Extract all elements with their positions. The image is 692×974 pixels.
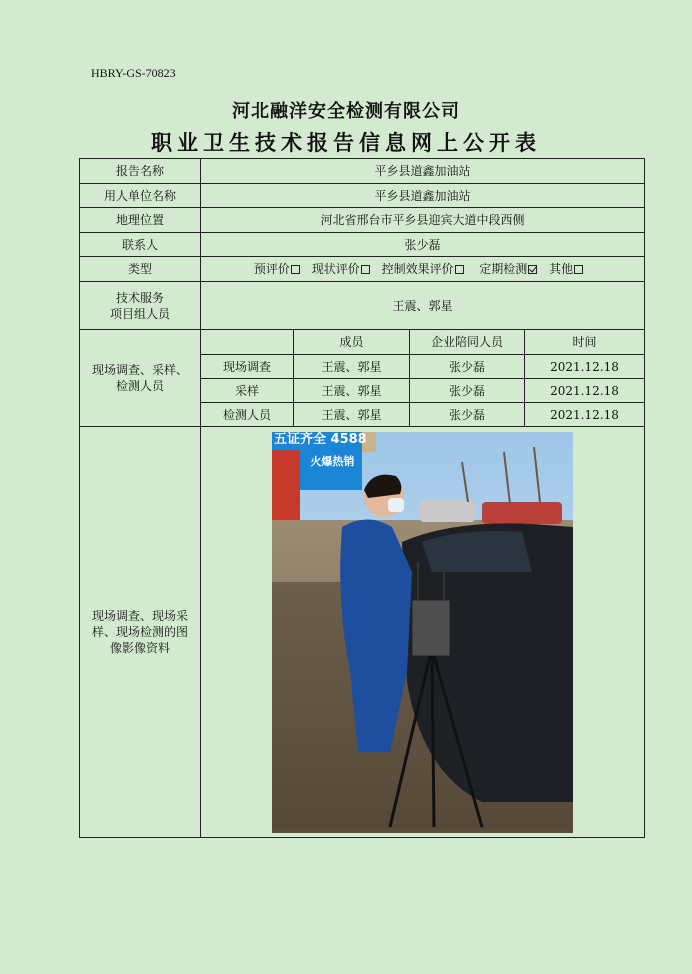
report-name-label: 报告名称 xyxy=(80,159,201,184)
sampling-instrument xyxy=(412,600,450,656)
disclosure-table xyxy=(79,158,645,838)
survey-date: 2021.12.18 xyxy=(525,403,645,427)
survey-escort: 张少磊 xyxy=(410,403,525,427)
survey-activity: 采样 xyxy=(201,379,294,403)
employer-label: 用人单位名称 xyxy=(80,184,201,208)
survey-header-date: 时间 xyxy=(525,330,645,355)
row-location xyxy=(80,208,645,233)
row-team xyxy=(80,282,645,330)
background-car xyxy=(420,500,475,522)
photo-bottom xyxy=(272,830,573,833)
survey-header-members: 成员 xyxy=(294,330,410,355)
survey-members: 王震、郭星 xyxy=(294,379,410,403)
survey-date: 2021.12.18 xyxy=(525,355,645,379)
checkbox-periodic-test[interactable] xyxy=(528,265,537,274)
survey-label-line2: 检测人员 xyxy=(115,379,164,393)
row-employer xyxy=(80,184,645,208)
background-car-red xyxy=(482,502,562,524)
images-label xyxy=(80,427,201,838)
survey-header-row xyxy=(80,330,645,355)
site-photo xyxy=(272,432,573,833)
team-label xyxy=(80,282,201,330)
type-option-control-eval: 控制效果评价 xyxy=(382,262,472,276)
report-name-value: 平乡县道鑫加油站 xyxy=(201,159,645,184)
survey-label xyxy=(80,330,201,427)
checkbox-pre-eval[interactable] xyxy=(291,265,300,274)
checkbox-status-eval[interactable] xyxy=(361,265,370,274)
team-value: 王震、郭星 xyxy=(201,282,645,330)
row-images xyxy=(80,427,645,838)
page-title: 职业卫生技术报告信息网上公开表 xyxy=(151,130,541,155)
site-photo-illustration xyxy=(272,432,573,833)
survey-activity: 检测人员 xyxy=(201,403,294,427)
images-label-line2: 样、现场检测的图 xyxy=(91,625,188,639)
document-code: HBRY-GS-70823 xyxy=(91,66,176,80)
checkbox-other[interactable] xyxy=(574,265,583,274)
location-label: 地理位置 xyxy=(80,208,201,233)
car-window xyxy=(422,531,532,572)
survey-escort: 张少磊 xyxy=(410,379,525,403)
survey-escort: 张少磊 xyxy=(410,355,525,379)
location-value: 河北省邢台市平乡县迎宾大道中段西侧 xyxy=(201,208,645,233)
billboard-text: 五证齐全 4588 火爆热销 xyxy=(274,431,367,468)
type-option-pre-eval: 预评价 xyxy=(254,262,308,276)
row-type xyxy=(80,257,645,282)
survey-header-blank xyxy=(201,330,294,355)
type-option-periodic-test: 定期检测 xyxy=(475,262,545,276)
type-option-status-eval: 现状评价 xyxy=(312,262,378,276)
checkbox-control-eval[interactable] xyxy=(455,265,464,274)
survey-date: 2021.12.18 xyxy=(525,379,645,403)
images-label-line3: 像影像资料 xyxy=(109,641,170,655)
survey-members: 王震、郭星 xyxy=(294,403,410,427)
type-label: 类型 xyxy=(80,257,201,282)
team-label-line1: 技术服务 xyxy=(115,290,164,305)
contact-label: 联系人 xyxy=(80,233,201,257)
row-report-name xyxy=(80,159,645,184)
company-name: 河北融洋安全检测有限公司 xyxy=(232,101,460,122)
row-contact xyxy=(80,233,645,257)
type-options xyxy=(201,257,645,282)
type-option-other: 其他 xyxy=(549,262,591,276)
employer-value: 平乡县道鑫加油站 xyxy=(201,184,645,208)
survey-label-line1: 现场调查、采样、 xyxy=(91,363,188,377)
images-cell xyxy=(201,427,645,838)
face-mask xyxy=(388,498,404,512)
contact-value: 张少磊 xyxy=(201,233,645,257)
survey-header-escort: 企业陪同人员 xyxy=(410,330,525,355)
images-label-line1: 现场调查、现场采 xyxy=(91,609,188,623)
survey-members: 王震、郭星 xyxy=(294,355,410,379)
team-label-line2: 项目组人员 xyxy=(109,306,170,321)
survey-activity: 现场调查 xyxy=(201,355,294,379)
